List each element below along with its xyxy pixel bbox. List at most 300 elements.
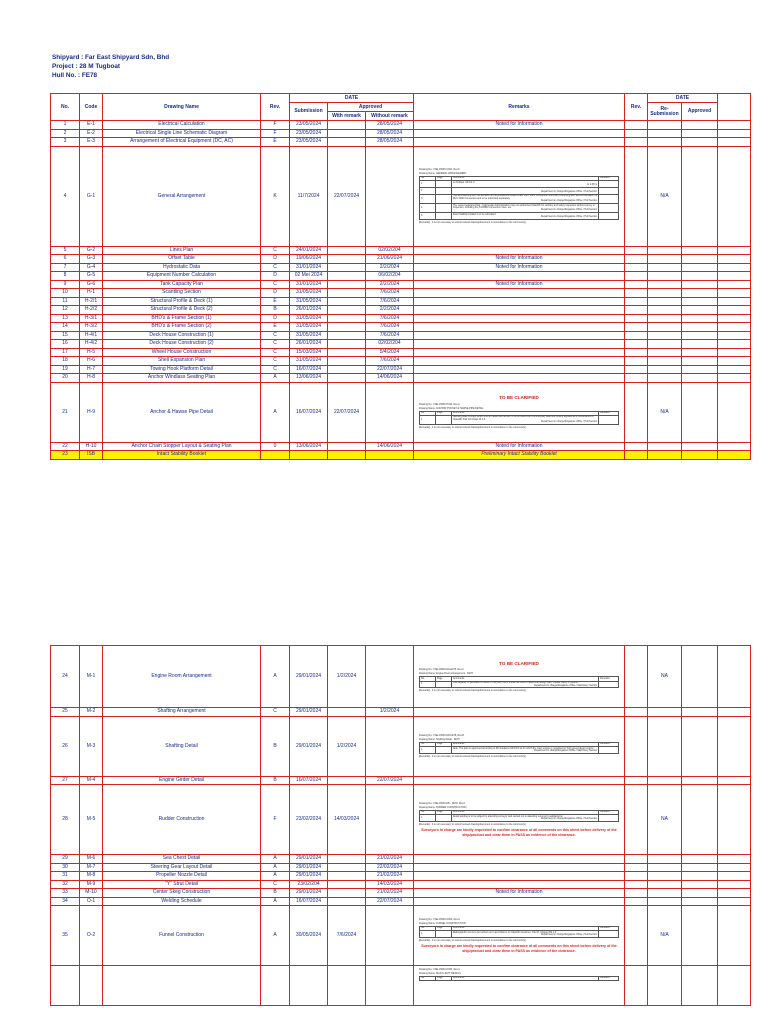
row-rev: A xyxy=(261,382,290,442)
row-no: 13 xyxy=(51,314,80,323)
row-submission: 16/07/2024 xyxy=(290,776,328,785)
row-approved2 xyxy=(682,263,718,272)
row-resubmission xyxy=(648,129,682,138)
comment-sheet-row: 1 Lo.Ni.Reat. 20/1/2 m to 1.08 m xyxy=(420,181,619,188)
row-drawing-name: Deck House Construction (1) xyxy=(103,331,261,340)
row-blank xyxy=(718,442,751,451)
row-cell xyxy=(80,966,103,1006)
row-no: 1 xyxy=(51,121,80,130)
row-drawing-name: Tank Capacity Plan xyxy=(103,280,261,289)
row-submission: 31/05/2024 xyxy=(290,314,328,323)
row-rev: A xyxy=(261,872,290,881)
row-approved2 xyxy=(682,365,718,374)
row-no: 27 xyxy=(51,776,80,785)
row-rev2 xyxy=(625,314,648,323)
table-row xyxy=(51,263,751,272)
row-with-remark: 14/03/2024 xyxy=(328,785,366,855)
hull-line: Hull No. : FE78 xyxy=(52,72,98,79)
col-rev2: Rev. xyxy=(625,94,648,121)
row-code: H-10 xyxy=(80,442,103,451)
row-resubmission xyxy=(648,374,682,383)
row-submission: 31/01/2024 xyxy=(290,263,328,272)
row-rev2 xyxy=(625,872,648,881)
row-no: 15 xyxy=(51,331,80,340)
row-rev2 xyxy=(625,906,648,966)
row-rev2 xyxy=(625,897,648,906)
row-rev: C xyxy=(261,348,290,357)
row-drawing-name: BHD's & Frame Section (2) xyxy=(103,323,261,332)
row-rev: D xyxy=(261,272,290,281)
row-no: 29 xyxy=(51,855,80,864)
surveyors-note: Surveyors in charge are kindly requested to confirm clearance of all comments on this sheet before delivery of the ship/product and clear them in PASS as evidence of the clearance. xyxy=(421,944,617,953)
row-resubmission: N/A xyxy=(648,382,682,442)
row-with-remark xyxy=(328,374,366,383)
row-rev: E xyxy=(261,323,290,332)
row-rev2 xyxy=(625,348,648,357)
row-resubmission xyxy=(648,323,682,332)
row-without-remark: 02/02/204 xyxy=(366,246,414,255)
col-without-remark: Without remark xyxy=(366,112,414,121)
row-no: 10 xyxy=(51,289,80,298)
row-rev2 xyxy=(625,382,648,442)
table-row xyxy=(51,280,751,289)
row-rev2 xyxy=(625,863,648,872)
row-drawing-name: BHD's & Frame Section (1) xyxy=(103,314,261,323)
row-submission: 02 Mei 2024 xyxy=(290,272,328,281)
row-resubmission xyxy=(648,365,682,374)
row-rev: F xyxy=(261,129,290,138)
row-rev: B xyxy=(261,306,290,315)
row-code: H-3/1 xyxy=(80,314,103,323)
row-submission: 23/02/204 xyxy=(290,880,328,889)
table-row xyxy=(51,331,751,340)
comment-sheet-drawing-name: Drawing Name: FUNNEL CONSTRUCTION xyxy=(419,921,466,925)
row-remarks: Noted for Information xyxy=(414,442,625,451)
row-rev: F xyxy=(261,121,290,130)
comment-sheet-drawing-no: Drawing No.: FSE-15030-M5 - FE78, Rev.F xyxy=(419,801,466,805)
table-row xyxy=(51,872,751,881)
row-submission: 23/05/2024 xyxy=(290,138,328,147)
row-drawing-name: Hydrostatic Data xyxy=(103,263,261,272)
row-code: H-4/2 xyxy=(80,340,103,349)
row-code: M-7 xyxy=(80,863,103,872)
row-resubmission xyxy=(648,306,682,315)
row-rev: C xyxy=(261,365,290,374)
row-rev2 xyxy=(625,880,648,889)
row-code: ISB xyxy=(80,451,103,460)
row-with-remark xyxy=(328,357,366,366)
table-row xyxy=(51,306,751,315)
table-row xyxy=(51,129,751,138)
comment-sheet-table: No. Page Comments Remarks 1 The capacity of generator is 38kW in this plan, but is shown as 60kW in Electrical design plan. Please clarify or amend. Department in charge/Singapore Office / Machinery Section xyxy=(419,676,619,688)
row-no: 2 xyxy=(51,129,80,138)
row-blank xyxy=(718,785,751,855)
row-rev: A xyxy=(261,646,290,708)
row-rev: D xyxy=(261,255,290,264)
row-resubmission xyxy=(648,255,682,264)
row-cell xyxy=(648,966,682,1006)
comment-sheet-row: 1 Detail welding is to be judged by attending surveyor and carried out to attending surveyor's satisfactions. Department in charge/Singapore Office / Hull Section xyxy=(420,815,619,822)
row-with-remark xyxy=(328,263,366,272)
row-submission: 13/06/2024 xyxy=(290,442,328,451)
row-remarks xyxy=(414,323,625,332)
table-row xyxy=(51,382,751,442)
row-blank xyxy=(718,280,751,289)
row-without-remark: 7/6/2024 xyxy=(366,331,414,340)
embedded-comment-sheet xyxy=(419,661,619,693)
row-remarks: Noted for Information xyxy=(414,121,625,130)
row-with-remark xyxy=(328,880,366,889)
comment-sheet-drawing-no: Drawing No.: FSE-15030-M1-E276, Rev.A xyxy=(419,668,464,672)
row-approved2 xyxy=(682,280,718,289)
row-with-remark xyxy=(328,340,366,349)
row-drawing-name: Anchor & Hawse Pipe Detail xyxy=(103,382,261,442)
row-rev: C xyxy=(261,246,290,255)
row-remarks xyxy=(414,348,625,357)
table-row xyxy=(51,708,751,717)
row-submission: 24/01/2024 xyxy=(290,246,328,255)
row-no: 25 xyxy=(51,708,80,717)
row-blank xyxy=(718,897,751,906)
embedded-comment-sheet xyxy=(419,802,619,837)
row-submission: 23/05/2024 xyxy=(290,129,328,138)
table-row xyxy=(51,272,751,281)
row-with-remark xyxy=(328,451,366,460)
row-remarks xyxy=(414,966,625,1006)
row-code: E-2 xyxy=(80,129,103,138)
row-with-remark xyxy=(328,306,366,315)
row-with-remark xyxy=(328,889,366,898)
table-row xyxy=(51,966,751,1006)
row-code: E-1 xyxy=(80,121,103,130)
row-blank xyxy=(718,348,751,357)
row-code: M-8 xyxy=(80,872,103,881)
row-rev: E xyxy=(261,138,290,147)
row-blank xyxy=(718,365,751,374)
row-no: 9 xyxy=(51,280,80,289)
row-drawing-name: Shell Expansion Plan xyxy=(103,357,261,366)
row-resubmission xyxy=(648,889,682,898)
row-without-remark: 5/4/2024 xyxy=(366,348,414,357)
row-drawing-name: "Y" Strut Detail xyxy=(103,880,261,889)
row-without-remark: 1/2/2024 xyxy=(366,708,414,717)
row-with-remark xyxy=(328,272,366,281)
shipyard-line: Shipyard : Far East Shipyard Sdn, Bhd xyxy=(52,54,170,61)
row-resubmission xyxy=(648,880,682,889)
row-code: O-2 xyxy=(80,906,103,966)
row-without-remark: 7/6/2024 xyxy=(366,314,414,323)
row-resubmission xyxy=(648,776,682,785)
row-rev2 xyxy=(625,331,648,340)
row-without-remark: 28/05/2024 xyxy=(366,121,414,130)
row-approved2 xyxy=(682,121,718,130)
row-resubmission xyxy=(648,897,682,906)
row-rev: A xyxy=(261,897,290,906)
row-no: 31 xyxy=(51,872,80,881)
col-with-remark: With remark xyxy=(328,112,366,121)
row-remarks xyxy=(414,897,625,906)
row-no: 16 xyxy=(51,340,80,349)
row-no: 35 xyxy=(51,906,80,966)
row-blank xyxy=(718,246,751,255)
row-approved2 xyxy=(682,855,718,864)
row-approved2 xyxy=(682,880,718,889)
row-with-remark xyxy=(328,129,366,138)
row-rev2 xyxy=(625,776,648,785)
row-resubmission xyxy=(648,357,682,366)
row-approved2 xyxy=(682,357,718,366)
row-resubmission xyxy=(648,246,682,255)
row-drawing-name: Shafting Arrangement xyxy=(103,708,261,717)
row-without-remark: 22/07/2024 xyxy=(366,897,414,906)
row-remarks xyxy=(414,314,625,323)
row-rev: C xyxy=(261,880,290,889)
row-rev2 xyxy=(625,708,648,717)
row-rev: B xyxy=(261,889,290,898)
row-with-remark xyxy=(328,855,366,864)
row-submission: 29/01/2024 xyxy=(290,889,328,898)
comment-sheet-table: No. Page Comments Remarks 1 Sanding plate through which anchor cables are led are to be provided with continuously attached closing appliances in accordance to ClassNK Part C4 Chapt 23.1.3. Department in charge/Singapore Office / Hull Section xyxy=(419,411,619,426)
row-remarks xyxy=(414,880,625,889)
row-code: H-4/1 xyxy=(80,331,103,340)
row-without-remark: 7/6/2024 xyxy=(366,323,414,332)
row-code: G-2 xyxy=(80,246,103,255)
row-approved2 xyxy=(682,314,718,323)
row-drawing-name: Deck House Construction (2) xyxy=(103,340,261,349)
col-approved: Approved xyxy=(328,103,414,112)
table-row xyxy=(51,855,751,864)
row-approved2 xyxy=(682,863,718,872)
row-blank xyxy=(718,880,751,889)
row-submission: 19/06/2024 xyxy=(290,255,328,264)
row-drawing-name: Engine Girder Detail xyxy=(103,776,261,785)
row-drawing-name: Sea Chest Detail xyxy=(103,855,261,864)
row-rev: B xyxy=(261,776,290,785)
row-code: H-2/2 xyxy=(80,306,103,315)
row-without-remark: 22/02/2024 xyxy=(366,863,414,872)
row-remarks xyxy=(414,374,625,383)
row-rev2 xyxy=(625,357,648,366)
row-resubmission xyxy=(648,289,682,298)
row-remarks: Noted for Information xyxy=(414,889,625,898)
row-remarks xyxy=(414,306,625,315)
row-without-remark xyxy=(366,646,414,708)
row-rev2 xyxy=(625,306,648,315)
comment-sheet-footer: [Remarks] - It is not necessary to submit revised drawing/document in accordance to the comment(s). xyxy=(419,689,527,693)
row-approved2 xyxy=(682,272,718,281)
row-rev2 xyxy=(625,138,648,147)
row-without-remark xyxy=(366,382,414,442)
row-resubmission xyxy=(648,121,682,130)
row-resubmission xyxy=(648,331,682,340)
row-remarks xyxy=(414,708,625,717)
row-cell xyxy=(290,966,328,1006)
row-without-remark xyxy=(366,716,414,776)
row-approved2 xyxy=(682,297,718,306)
row-submission: 11/7/2024 xyxy=(290,146,328,246)
comment-sheet-drawing-name: Drawing Name: GENERAL ARRANGEMENT xyxy=(419,171,467,175)
row-resubmission xyxy=(648,263,682,272)
table-row xyxy=(51,776,751,785)
row-rev2 xyxy=(625,323,648,332)
row-remarks: Noted for Information xyxy=(414,263,625,272)
row-remarks xyxy=(414,272,625,281)
row-no: 6 xyxy=(51,255,80,264)
comment-sheet-drawing-name: Drawing Name: RUDDER CONSTRUCTION xyxy=(419,805,467,809)
row-no: 8 xyxy=(51,272,80,281)
row-approved2 xyxy=(682,246,718,255)
row-approved2 xyxy=(682,889,718,898)
row-without-remark: 2/2/2024 xyxy=(366,263,414,272)
table-row xyxy=(51,365,751,374)
row-code: G-5 xyxy=(80,272,103,281)
col-date: DATE xyxy=(290,94,414,103)
row-drawing-name: Electrical Calculation xyxy=(103,121,261,130)
row-drawing-name: Lines Plan xyxy=(103,246,261,255)
row-remarks: Preliminary Intact Stability Booklet xyxy=(414,451,625,460)
row-rev: C xyxy=(261,280,290,289)
row-drawing-name: Intact Stability Booklet xyxy=(103,451,261,460)
row-code: H-1 xyxy=(80,289,103,298)
row-submission: 13/06/2024 xyxy=(290,374,328,383)
comment-sheet-drawing-no: Drawing No.: FSE-15030-C001, Rev.K xyxy=(419,167,460,171)
row-cell xyxy=(261,966,290,1006)
comment-sheet-row: 1 Note: The plan is approved according to PA Guidance NK2/4.8 as for which the main engine is regarded as 'high speed diesel engine'. Department in charge/Singapore Office / Machinery Section xyxy=(420,747,619,754)
row-with-remark xyxy=(328,365,366,374)
row-remarks xyxy=(414,146,625,246)
row-submission: 23/05/2024 xyxy=(290,121,328,130)
row-blank xyxy=(718,889,751,898)
row-no: 21 xyxy=(51,382,80,442)
row-submission: 26/01/2024 xyxy=(290,306,328,315)
row-submission: 16/07/2024 xyxy=(290,382,328,442)
table-row xyxy=(51,289,751,298)
table-row xyxy=(51,357,751,366)
comment-sheet-row: 1 Sanding plate through which anchor cables are led are to be provided with continuously attached closing appliances in accordance to ClassNK Part C4 Chapt 23.1.3. Department in charge/Singapore Office / Hull Section xyxy=(420,415,619,424)
row-blank xyxy=(718,357,751,366)
row-rev: A xyxy=(261,906,290,966)
table-row xyxy=(51,121,751,130)
row-without-remark: 22/07/2024 xyxy=(366,365,414,374)
row-blank xyxy=(718,340,751,349)
row-approved2 xyxy=(682,348,718,357)
row-with-remark: 22/07/2024 xyxy=(328,146,366,246)
row-no: 3 xyxy=(51,138,80,147)
table-row xyxy=(51,374,751,383)
row-no: 4 xyxy=(51,146,80,246)
row-with-remark: 7/6/2024 xyxy=(328,906,366,966)
row-remarks xyxy=(414,863,625,872)
row-rev2 xyxy=(625,365,648,374)
table-row xyxy=(51,880,751,889)
row-resubmission xyxy=(648,855,682,864)
row-approved2 xyxy=(682,646,718,708)
row-with-remark xyxy=(328,255,366,264)
row-blank xyxy=(718,255,751,264)
row-no: 24 xyxy=(51,646,80,708)
row-with-remark xyxy=(328,323,366,332)
row-approved2 xyxy=(682,776,718,785)
row-no: 30 xyxy=(51,863,80,872)
row-resubmission xyxy=(648,340,682,349)
row-remarks xyxy=(414,776,625,785)
row-drawing-name: Shafting Detail xyxy=(103,716,261,776)
row-no: 34 xyxy=(51,897,80,906)
row-with-remark xyxy=(328,863,366,872)
row-code: M-2 xyxy=(80,708,103,717)
row-remarks: Noted for Information xyxy=(414,255,625,264)
row-approved2 xyxy=(682,331,718,340)
row-code: M-5 xyxy=(80,785,103,855)
row-with-remark xyxy=(328,138,366,147)
row-rev: A xyxy=(261,374,290,383)
comment-sheet-table: No. Page Comments Remarks 1 Lo.Ni.Reat. 20/1/2 m to 1.08 m 2 Department in charge/Singapore Office / Hull Section 3 The summarizing item not exceed the the precautions Notes under MLC 2006 Convention Summary complying with Recommendation of MLC 2006 Convention and to be submitted separately. Department in charge/Singapore Office / Hull Section 4 The vessel registered flag - Indonesian Administration may not authorized ClassNK for sanitary and safety inspection without survey or inspection, including the CO2/BD Convention rules, etc. Department in charge/Singapore Office / Hull Section 5 Intact Stability booklet is to be submitted. Department in charge/Singapore Office / Hull Section xyxy=(419,176,619,220)
row-rev: A xyxy=(261,863,290,872)
comment-sheet-footer: [Remarks] - It is not necessary to submit revised drawing/document in accordance to the comment(s). xyxy=(419,823,527,827)
row-code: M-9 xyxy=(80,880,103,889)
row-resubmission xyxy=(648,442,682,451)
row-rev2 xyxy=(625,646,648,708)
row-blank xyxy=(718,297,751,306)
row-without-remark: 2/2/2024 xyxy=(366,306,414,315)
row-code: H-5 xyxy=(80,348,103,357)
embedded-comment-sheet xyxy=(419,918,619,953)
row-cell xyxy=(103,966,261,1006)
row-no: 23 xyxy=(51,451,80,460)
row-remarks xyxy=(414,855,625,864)
row-approved2 xyxy=(682,255,718,264)
row-blank xyxy=(718,121,751,130)
embedded-comment-sheet xyxy=(419,734,619,758)
row-resubmission xyxy=(648,138,682,147)
row-drawing-name: General Arrangement xyxy=(103,146,261,246)
row-approved2 xyxy=(682,340,718,349)
embedded-comment-sheet xyxy=(419,168,619,224)
row-without-remark: 22/07/2024 xyxy=(366,776,414,785)
surveyors-note: Surveyors in charge are kindly requested to confirm clearance of all comments on this sheet before delivery of the ship/product and clear them in PASS as evidence of the clearance. xyxy=(421,828,617,837)
row-blank xyxy=(718,146,751,246)
row-rev: C xyxy=(261,357,290,366)
row-cell xyxy=(682,966,718,1006)
row-with-remark: 22/07/2024 xyxy=(328,382,366,442)
row-rev: E xyxy=(261,297,290,306)
row-blank xyxy=(718,708,751,717)
row-blank xyxy=(718,776,751,785)
row-blank xyxy=(718,451,751,460)
row-no: 17 xyxy=(51,348,80,357)
row-rev2 xyxy=(625,121,648,130)
row-approved2 xyxy=(682,451,718,460)
row-remarks xyxy=(414,785,625,855)
row-remarks xyxy=(414,246,625,255)
row-blank xyxy=(718,323,751,332)
row-blank xyxy=(718,129,751,138)
row-without-remark: 2/2/2024 xyxy=(366,280,414,289)
col-submission: Submission xyxy=(290,103,328,121)
row-without-remark xyxy=(366,906,414,966)
row-rev2 xyxy=(625,280,648,289)
row-code: H-7 xyxy=(80,365,103,374)
drawing-register-table-bottom xyxy=(50,645,751,1006)
col-drawing-name: Drawing Name xyxy=(103,94,261,121)
table-row xyxy=(51,451,751,460)
row-remarks xyxy=(414,129,625,138)
row-without-remark xyxy=(366,146,414,246)
row-without-remark: 7/6/2024 xyxy=(366,289,414,298)
row-resubmission xyxy=(648,708,682,717)
row-with-remark: 1/2/2024 xyxy=(328,646,366,708)
row-remarks xyxy=(414,872,625,881)
